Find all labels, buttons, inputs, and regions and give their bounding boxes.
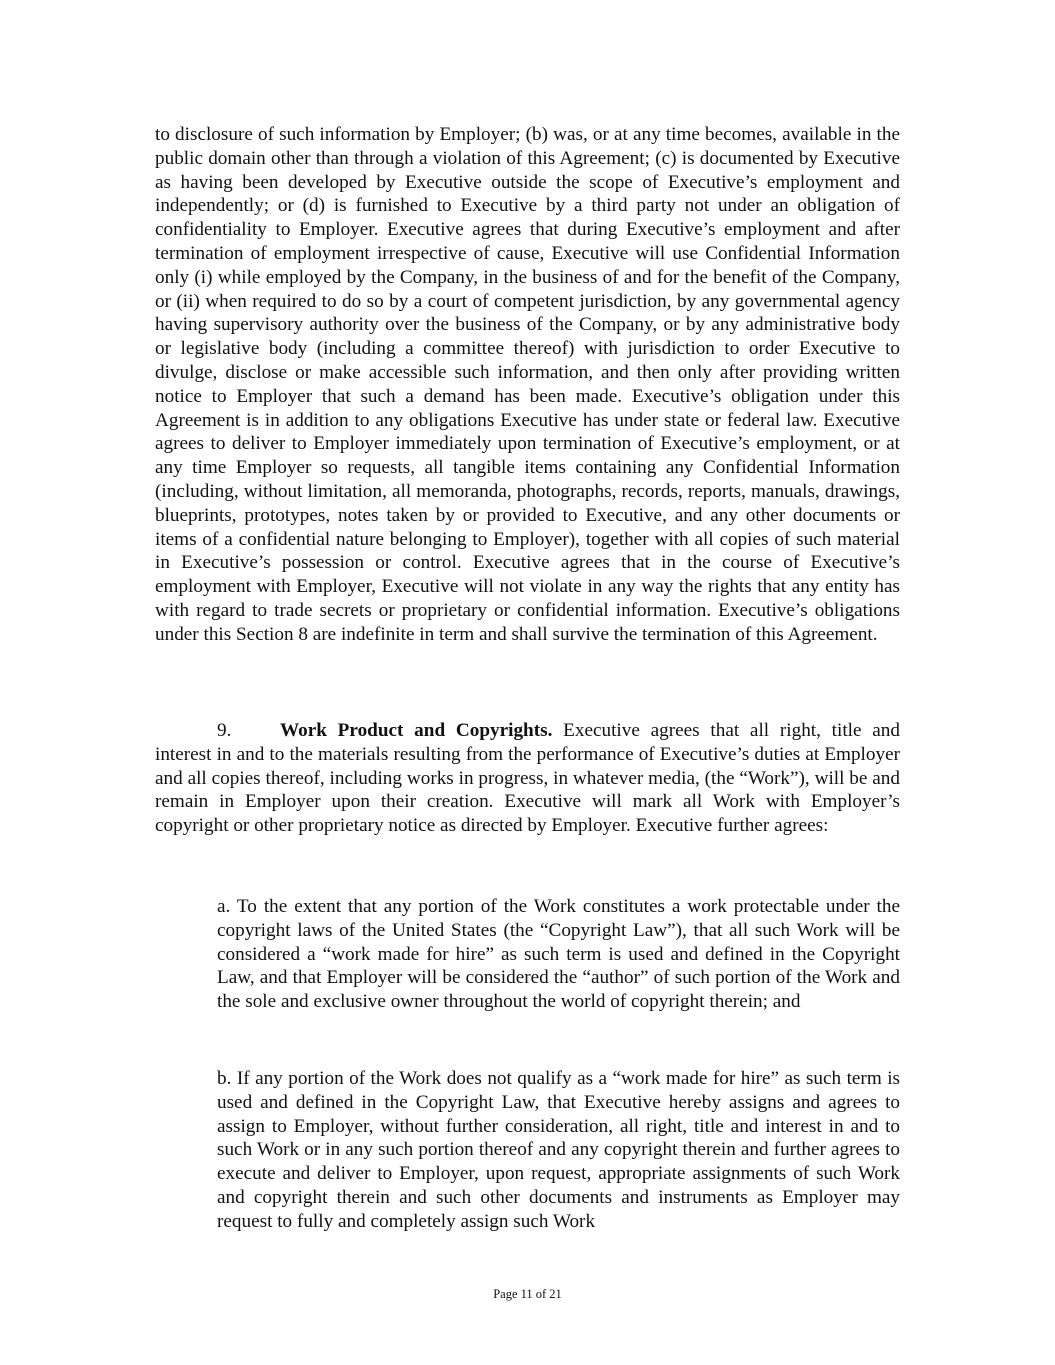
paragraph-continued: to disclosure of such information by Employer; (b) was, or at any time becomes, available in the public domain other than through a violation of this Agreement; (c) is documented by Executive as having been developed by Executive outside the scope of Executive’s employment and independently; or (d) is furnished to Executive by a third party not under an obligation of confidentiality to Employer. Executive agrees that during Executive’s employment and after termination of employment irrespective of cause, Executive will use Confidential Information only (i) while employed by the Company, in the business of and for the benefit of the Company, or (ii) when required to do so by a court of competent jurisdiction, by any governmental agency having supervisory authority over the business of the Company, or by any administrative body or legislative body (including a committee thereof) with jurisdiction to order Executive to divulge, disclose or make accessible such information, and then only after providing written notice to Employer that such a demand has been made. Executive’s obligation under this Agreement is in addition to any obligations Executive has under state or federal law. Executive agrees to deliver to Employer immediately upon termination of Executive’s employment, or at any time Employer so requests, all tangible items containing any Confidential Information (including, without limitation, all memoranda, photographs, records, reports, manuals, drawings, blueprints, prototypes, notes taken by or provided to Executive, and any other documents or items of a confidential nature belonging to Employer), together with all copies of such material in Executive’s possession or control. Executive agrees that in the course of Executive’s employment with Employer, Executive will not violate in any way the rights that any entity has with regard to trade secrets or proprietary or confidential information. Executive’s obligations under this Section 8 are indefinite in term and shall survive the termination of this Agreement. — [155, 124, 900, 645]
section-9-item-a: a. To the extent that any portion of the Work constitutes a work protectable under the copyright laws of the United States (the “Copyright Law”), that all such Work will be considered a “work made for hire” as such term is used and defined in the Copyright Law, and that Employer will be considered the “author” of such portion of the Work and the sole and exclusive owner throughout the world of copyright therein; and — [217, 896, 900, 1013]
section-title: Work Product and Copyrights. — [280, 720, 553, 741]
section-9-item-b: b. If any portion of the Work does not qualify as a “work made for hire” as such term is used and defined in the Copyright Law, that Executive hereby assigns and agrees to assign to Employer, without further consideration, all right, title and interest in and to such Work or in any such portion thereof and any copyright therein and further agrees to execute and deliver to Employer, upon request, appropriate assignments of such Work and copyright therein and such other documents and instruments as Employer may request to fully and completely assign such Work — [217, 1068, 900, 1232]
section-9-text: Executive agrees that all right, title and interest in and to the materials resulting from the performance of Executive’s duties at Employer and all copies thereof, including works in progress, in whatever media, (the “Work”), will be and remain in Employer upon their creation. Executive will mark all Work with Employer’s copyright or other proprietary notice as directed by Employer. Executive further agrees: — [155, 720, 900, 837]
page-footer: Page 11 of 21 — [493, 1287, 562, 1301]
section-number: 9. — [217, 720, 232, 741]
section-9-paragraph — [155, 719, 900, 838]
